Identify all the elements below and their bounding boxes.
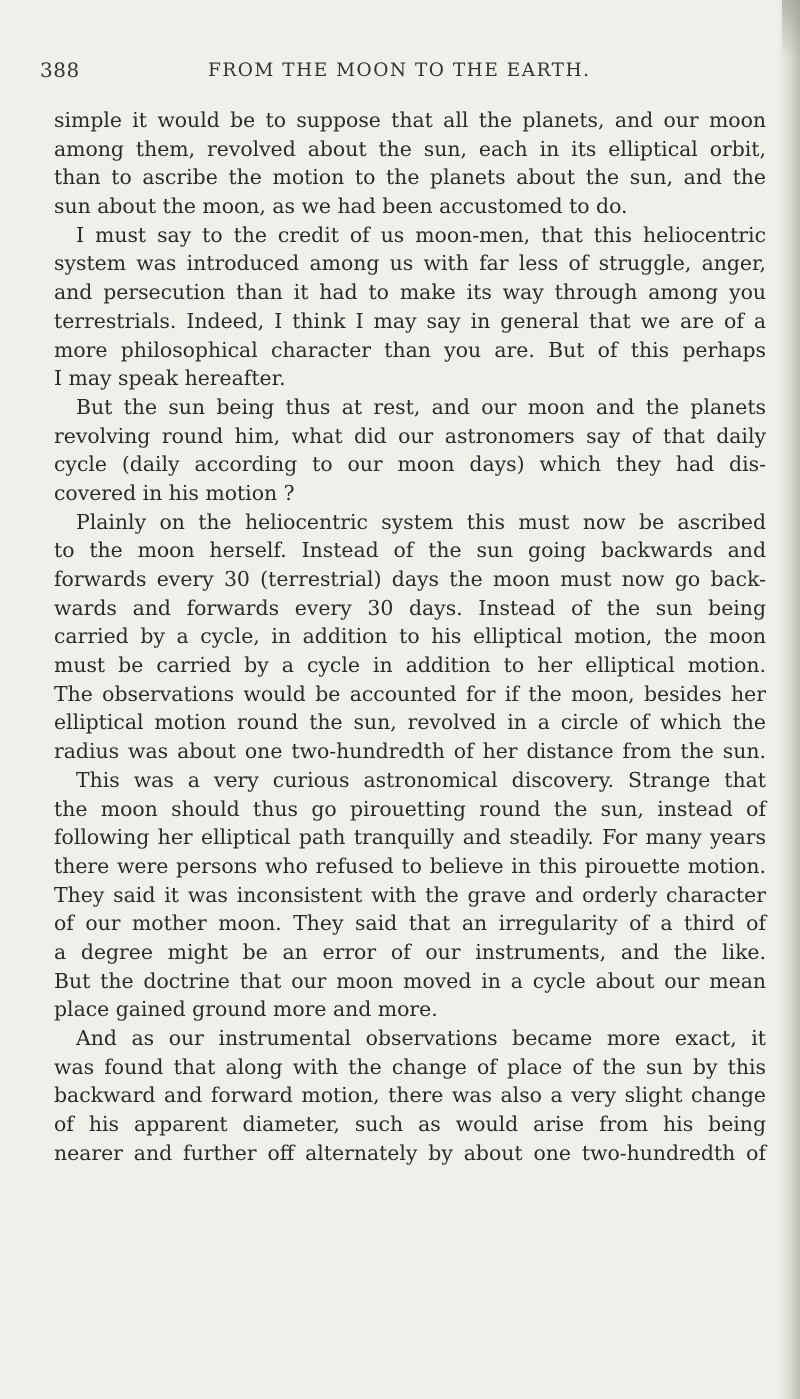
text-line: terrestrials. Indeed, I think I may say in general that we are of a: [54, 308, 766, 333]
running-head: FROM THE MOON TO THE EARTH.: [208, 60, 591, 81]
text-line: They said it was inconsistent with the grave and orderly character: [54, 882, 766, 907]
text-line: revolving round him, what did our astronomers say of that daily: [54, 423, 766, 448]
text-line: of our mother moon. They said that an irregularity of a third of: [54, 911, 766, 936]
text-line: I may speak hereafter.: [54, 366, 286, 391]
text-line: backward and forward motion, there was also a very slight change: [54, 1083, 766, 1108]
text-line: carried by a cycle, in addition to his elliptical motion, the moon: [54, 624, 766, 649]
page-corner-shadow: [782, 0, 800, 60]
text-line: system was introduced among us with far less of struggle, anger,: [54, 251, 766, 276]
text-line: But the sun being thus at rest, and our moon and the planets: [76, 394, 766, 419]
text-line: radius was about one two-hundredth of her distance from the sun.: [54, 739, 766, 764]
text-line: the moon should thus go pirouetting round the sun, instead of: [54, 796, 766, 821]
page-edge-shadow: [778, 0, 800, 1399]
text-line: covered in his motion ?: [54, 480, 295, 505]
text-line: than to ascribe the motion to the planets about the sun, and the: [54, 165, 766, 190]
page-number: 388: [40, 58, 80, 82]
text-line: This was a very curious astronomical discovery. Strange that: [76, 767, 766, 792]
text-line: wards and forwards every 30 days. Instead of the sun being: [54, 595, 766, 620]
text-line: But the doctrine that our moon moved in a cycle about our mean: [54, 968, 766, 993]
text-line: was found that along with the change of place of the sun by this: [54, 1054, 766, 1079]
text-line: following her elliptical path tranquilly and steadily. For many years: [54, 825, 766, 850]
text-line: I must say to the credit of us moon-men, that this heliocentric: [76, 222, 766, 247]
text-line: forwards every 30 (terrestrial) days the moon must now go back-: [54, 567, 766, 591]
text-line: place gained ground more and more.: [54, 997, 438, 1022]
text-line: nearer and further off alternately by about one two-hundredth of: [54, 1140, 766, 1165]
text-line: elliptical motion round the sun, revolved in a circle of which the: [54, 710, 766, 735]
text-line: there were persons who refused to believe in this pirouette motion.: [54, 853, 766, 878]
text-line: must be carried by a cycle in addition to her elliptical motion.: [54, 653, 766, 678]
page-header: [40, 50, 760, 90]
text-line: of his apparent diameter, such as would arise from his being: [54, 1112, 766, 1137]
text-line: sun about the moon, as we had been accustomed to do.: [54, 194, 628, 219]
text-line: Plainly on the heliocentric system this must now be ascribed: [76, 509, 766, 534]
text-line: simple it would be to suppose that all the planets, and our moon: [54, 108, 766, 132]
text-line: The observations would be accounted for if the moon, besides her: [54, 681, 766, 706]
text-line: to the moon herself. Instead of the sun going backwards and: [54, 538, 766, 563]
text-line: And as our instrumental observations became more exact, it: [76, 1026, 766, 1050]
text-line: among them, revolved about the sun, each in its elliptical orbit,: [54, 136, 766, 161]
text-line: and persecution than it had to make its way through among you: [54, 280, 766, 305]
text-line: cycle (daily according to our moon days) which they had dis-: [54, 452, 766, 477]
body-text: [54, 106, 766, 1167]
text-line: a degree might be an error of our instruments, and the like.: [54, 939, 766, 964]
text-line: more philosophical character than you are. But of this perhaps: [54, 337, 766, 362]
